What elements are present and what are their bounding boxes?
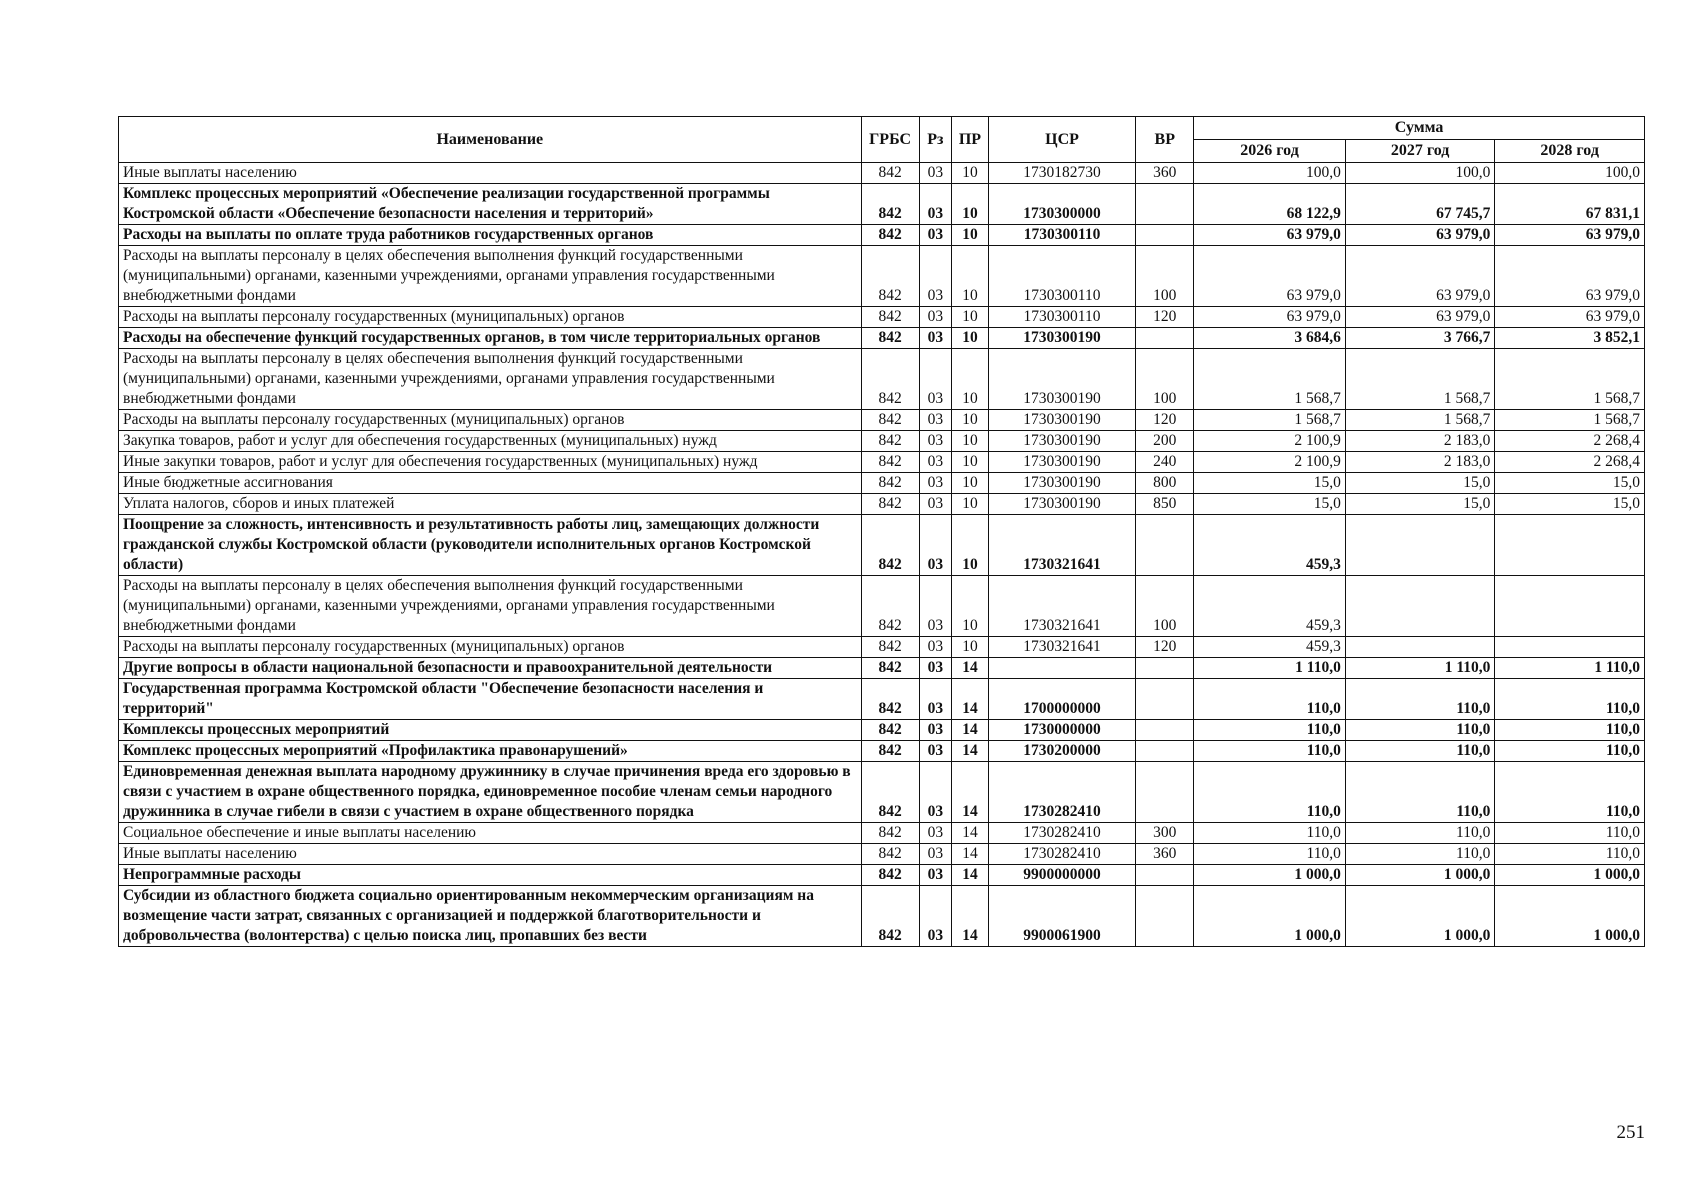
cell-grbs: 842: [861, 163, 919, 184]
cell-sum-2027: 63 979,0: [1345, 307, 1495, 328]
cell-pr: 14: [952, 823, 989, 844]
cell-csr: 1730300190: [988, 431, 1136, 452]
cell-grbs: 842: [861, 307, 919, 328]
cell-sum-2027: [1345, 637, 1495, 658]
cell-csr: 1730300190: [988, 473, 1136, 494]
cell-csr: 1730321641: [988, 637, 1136, 658]
table-row: [119, 349, 1645, 410]
cell-pr: 10: [952, 225, 989, 246]
cell-sum-2027: 67 745,7: [1345, 184, 1495, 225]
cell-sum-2026: 1 568,7: [1194, 410, 1346, 431]
cell-pr: 14: [952, 720, 989, 741]
cell-sum-2027: 110,0: [1345, 741, 1495, 762]
table-row: [119, 658, 1645, 679]
header-rz: Рз: [919, 117, 952, 163]
table-row: [119, 452, 1645, 473]
cell-sum-2028: 1 110,0: [1495, 658, 1645, 679]
cell-sum-2028: [1495, 576, 1645, 637]
cell-rz: 03: [919, 328, 952, 349]
cell-vr: [1136, 865, 1194, 886]
cell-sum-2026: 2 100,9: [1194, 431, 1346, 452]
cell-pr: 14: [952, 762, 989, 823]
cell-sum-2026: 3 684,6: [1194, 328, 1346, 349]
cell-sum-2028: 110,0: [1495, 720, 1645, 741]
cell-sum-2028: 110,0: [1495, 823, 1645, 844]
cell-grbs: 842: [861, 637, 919, 658]
table-row: [119, 720, 1645, 741]
cell-rz: 03: [919, 515, 952, 576]
cell-csr: 1730321641: [988, 576, 1136, 637]
cell-vr: 360: [1136, 163, 1194, 184]
cell-sum-2026: 63 979,0: [1194, 307, 1346, 328]
table-row: [119, 823, 1645, 844]
cell-pr: 14: [952, 741, 989, 762]
cell-sum-2026: 63 979,0: [1194, 225, 1346, 246]
cell-rz: 03: [919, 163, 952, 184]
cell-vr: 100: [1136, 349, 1194, 410]
header-name: Наименование: [119, 117, 862, 163]
table-row: [119, 328, 1645, 349]
cell-sum-2027: 1 110,0: [1345, 658, 1495, 679]
cell-sum-2026: 110,0: [1194, 741, 1346, 762]
cell-sum-2026: 110,0: [1194, 720, 1346, 741]
cell-name: Иные бюджетные ассигнования: [119, 473, 862, 494]
cell-csr: 9900000000: [988, 865, 1136, 886]
cell-csr: 1730300110: [988, 225, 1136, 246]
cell-grbs: 842: [861, 762, 919, 823]
cell-name: Уплата налогов, сборов и иных платежей: [119, 494, 862, 515]
cell-rz: 03: [919, 307, 952, 328]
cell-grbs: 842: [861, 741, 919, 762]
cell-vr: [1136, 658, 1194, 679]
cell-vr: [1136, 515, 1194, 576]
table-row: [119, 163, 1645, 184]
cell-sum-2027: 110,0: [1345, 720, 1495, 741]
cell-sum-2026: 459,3: [1194, 637, 1346, 658]
cell-name: Государственная программа Костромской области "Обеспечение безопасности населения и территорий": [119, 679, 862, 720]
cell-csr: 1700000000: [988, 679, 1136, 720]
table-row: [119, 494, 1645, 515]
cell-vr: [1136, 328, 1194, 349]
table-row: [119, 679, 1645, 720]
table-body: [119, 163, 1645, 947]
cell-pr: 14: [952, 865, 989, 886]
cell-rz: 03: [919, 349, 952, 410]
cell-sum-2027: 100,0: [1345, 163, 1495, 184]
table-row: [119, 886, 1645, 947]
cell-sum-2027: [1345, 515, 1495, 576]
cell-vr: [1136, 720, 1194, 741]
cell-vr: 200: [1136, 431, 1194, 452]
cell-rz: 03: [919, 576, 952, 637]
cell-sum-2028: [1495, 515, 1645, 576]
cell-rz: 03: [919, 886, 952, 947]
cell-name: Закупка товаров, работ и услуг для обеспечения государственных (муниципальных) нужд: [119, 431, 862, 452]
cell-name: Иные выплаты населению: [119, 844, 862, 865]
cell-sum-2028: 3 852,1: [1495, 328, 1645, 349]
cell-sum-2027: 110,0: [1345, 679, 1495, 720]
cell-sum-2026: 100,0: [1194, 163, 1346, 184]
cell-sum-2028: 110,0: [1495, 679, 1645, 720]
cell-csr: 1730282410: [988, 844, 1136, 865]
cell-pr: 10: [952, 452, 989, 473]
cell-grbs: 842: [861, 473, 919, 494]
cell-vr: [1136, 184, 1194, 225]
cell-name: Расходы на выплаты персоналу государственных (муниципальных) органов: [119, 410, 862, 431]
cell-vr: [1136, 225, 1194, 246]
cell-pr: 10: [952, 349, 989, 410]
cell-pr: 10: [952, 576, 989, 637]
cell-grbs: 842: [861, 865, 919, 886]
cell-sum-2026: 459,3: [1194, 515, 1346, 576]
cell-grbs: 842: [861, 410, 919, 431]
header-year-2026: 2026 год: [1194, 140, 1346, 163]
cell-grbs: 842: [861, 225, 919, 246]
table-row: [119, 865, 1645, 886]
cell-sum-2027: 1 000,0: [1345, 865, 1495, 886]
cell-pr: 10: [952, 473, 989, 494]
cell-name: Расходы на выплаты персоналу государственных (муниципальных) органов: [119, 637, 862, 658]
cell-csr: [988, 658, 1136, 679]
cell-rz: 03: [919, 823, 952, 844]
cell-name: Расходы на выплаты персоналу в целях обеспечения выполнения функций государственными (муниципальными) органами, казенными учреждениями, органами управления государственными внебюджетными фондами: [119, 576, 862, 637]
cell-name: Расходы на выплаты по оплате труда работников государственных органов: [119, 225, 862, 246]
cell-csr: 1730300190: [988, 328, 1136, 349]
cell-vr: [1136, 679, 1194, 720]
cell-csr: 1730321641: [988, 515, 1136, 576]
cell-grbs: 842: [861, 452, 919, 473]
cell-sum-2026: 110,0: [1194, 823, 1346, 844]
cell-pr: 10: [952, 637, 989, 658]
table-row: [119, 225, 1645, 246]
cell-sum-2026: 1 000,0: [1194, 886, 1346, 947]
table-row: [119, 473, 1645, 494]
cell-name: Субсидии из областного бюджета социально ориентированным некоммерческим организациям на возмещение части затрат, связанных с организацией и поддержкой благотворительности и добровольчества (волонтерства) с целью поиска лиц, пропавших без вести: [119, 886, 862, 947]
cell-name: Комплексы процессных мероприятий: [119, 720, 862, 741]
cell-name: Расходы на выплаты персоналу в целях обеспечения выполнения функций государственными (муниципальными) органами, казенными учреждениями, органами управления государственными внебюджетными фондами: [119, 246, 862, 307]
cell-sum-2028: 15,0: [1495, 494, 1645, 515]
cell-sum-2028: 63 979,0: [1495, 225, 1645, 246]
cell-rz: 03: [919, 637, 952, 658]
table-row: [119, 762, 1645, 823]
cell-csr: 1730300190: [988, 494, 1136, 515]
cell-sum-2028: 67 831,1: [1495, 184, 1645, 225]
cell-sum-2027: 2 183,0: [1345, 452, 1495, 473]
cell-name: Расходы на выплаты персоналу в целях обеспечения выполнения функций государственными (муниципальными) органами, казенными учреждениями, органами управления государственными внебюджетными фондами: [119, 349, 862, 410]
cell-sum-2027: 63 979,0: [1345, 225, 1495, 246]
cell-sum-2028: 15,0: [1495, 473, 1645, 494]
cell-name: Другие вопросы в области национальной безопасности и правоохранительной деятельности: [119, 658, 862, 679]
cell-vr: [1136, 741, 1194, 762]
cell-grbs: 842: [861, 349, 919, 410]
header-vr: ВР: [1136, 117, 1194, 163]
cell-sum-2027: 1 568,7: [1345, 410, 1495, 431]
cell-rz: 03: [919, 679, 952, 720]
cell-grbs: 842: [861, 844, 919, 865]
cell-pr: 10: [952, 328, 989, 349]
cell-pr: 14: [952, 886, 989, 947]
cell-name: Единовременная денежная выплата народному дружиннику в случае причинения вреда его здоровью в связи с участием в охране общественного порядка, единовременное пособие членам семьи народного дружинника в случае гибели в связи с участием в охране общественного порядка: [119, 762, 862, 823]
cell-sum-2026: 110,0: [1194, 762, 1346, 823]
cell-csr: 1730282410: [988, 823, 1136, 844]
cell-name: Непрограммные расходы: [119, 865, 862, 886]
cell-rz: 03: [919, 452, 952, 473]
cell-csr: 1730282410: [988, 762, 1136, 823]
cell-name: Иные закупки товаров, работ и услуг для обеспечения государственных (муниципальных) нужд: [119, 452, 862, 473]
cell-sum-2028: 63 979,0: [1495, 246, 1645, 307]
page-number: 251: [1616, 1122, 1645, 1143]
cell-csr: 1730300000: [988, 184, 1136, 225]
table-header: [119, 117, 1645, 163]
cell-vr: 300: [1136, 823, 1194, 844]
cell-rz: 03: [919, 741, 952, 762]
cell-vr: 120: [1136, 410, 1194, 431]
cell-sum-2026: 15,0: [1194, 473, 1346, 494]
table-row: [119, 741, 1645, 762]
cell-grbs: 842: [861, 431, 919, 452]
cell-pr: 10: [952, 494, 989, 515]
cell-sum-2027: 110,0: [1345, 823, 1495, 844]
cell-grbs: 842: [861, 246, 919, 307]
cell-sum-2027: 2 183,0: [1345, 431, 1495, 452]
cell-vr: 100: [1136, 246, 1194, 307]
cell-rz: 03: [919, 762, 952, 823]
cell-grbs: 842: [861, 328, 919, 349]
cell-vr: 850: [1136, 494, 1194, 515]
table-row: [119, 410, 1645, 431]
cell-csr: 1730300110: [988, 246, 1136, 307]
cell-sum-2027: 63 979,0: [1345, 246, 1495, 307]
cell-sum-2028: 2 268,4: [1495, 452, 1645, 473]
cell-sum-2028: 63 979,0: [1495, 307, 1645, 328]
table-row: [119, 637, 1645, 658]
cell-csr: 1730300190: [988, 410, 1136, 431]
cell-sum-2028: 1 568,7: [1495, 410, 1645, 431]
cell-name: Расходы на выплаты персоналу государственных (муниципальных) органов: [119, 307, 862, 328]
cell-name: Социальное обеспечение и иные выплаты населению: [119, 823, 862, 844]
cell-vr: 120: [1136, 307, 1194, 328]
cell-rz: 03: [919, 494, 952, 515]
cell-rz: 03: [919, 720, 952, 741]
cell-pr: 10: [952, 307, 989, 328]
cell-sum-2026: 63 979,0: [1194, 246, 1346, 307]
cell-pr: 10: [952, 163, 989, 184]
header-year-2028: 2028 год: [1495, 140, 1645, 163]
cell-csr: 9900061900: [988, 886, 1136, 947]
cell-sum-2027: 110,0: [1345, 762, 1495, 823]
cell-sum-2027: [1345, 576, 1495, 637]
cell-pr: 10: [952, 515, 989, 576]
cell-vr: [1136, 886, 1194, 947]
cell-sum-2028: 110,0: [1495, 741, 1645, 762]
cell-sum-2026: 110,0: [1194, 844, 1346, 865]
budget-table: [118, 116, 1645, 947]
cell-sum-2026: 15,0: [1194, 494, 1346, 515]
cell-grbs: 842: [861, 679, 919, 720]
cell-sum-2026: 68 122,9: [1194, 184, 1346, 225]
cell-sum-2028: 1 000,0: [1495, 886, 1645, 947]
cell-vr: 800: [1136, 473, 1194, 494]
cell-sum-2026: 2 100,9: [1194, 452, 1346, 473]
cell-vr: [1136, 762, 1194, 823]
cell-vr: 100: [1136, 576, 1194, 637]
cell-rz: 03: [919, 844, 952, 865]
header-pr: ПР: [952, 117, 989, 163]
cell-sum-2028: 2 268,4: [1495, 431, 1645, 452]
cell-name: Иные выплаты населению: [119, 163, 862, 184]
table-row: [119, 576, 1645, 637]
cell-grbs: 842: [861, 515, 919, 576]
cell-sum-2027: 1 000,0: [1345, 886, 1495, 947]
cell-grbs: 842: [861, 658, 919, 679]
cell-sum-2028: 110,0: [1495, 762, 1645, 823]
cell-sum-2026: 1 000,0: [1194, 865, 1346, 886]
cell-sum-2026: 459,3: [1194, 576, 1346, 637]
table-row: [119, 184, 1645, 225]
cell-rz: 03: [919, 184, 952, 225]
cell-sum-2027: 110,0: [1345, 844, 1495, 865]
cell-vr: 240: [1136, 452, 1194, 473]
cell-grbs: 842: [861, 886, 919, 947]
cell-vr: 360: [1136, 844, 1194, 865]
table-row: [119, 515, 1645, 576]
cell-sum-2028: 100,0: [1495, 163, 1645, 184]
cell-pr: 14: [952, 844, 989, 865]
cell-grbs: 842: [861, 823, 919, 844]
cell-name: Поощрение за сложность, интенсивность и результативность работы лиц, замещающих должности гражданской службы Костромской области (руководители исполнительных органов Костромской области): [119, 515, 862, 576]
table-row: [119, 844, 1645, 865]
cell-rz: 03: [919, 246, 952, 307]
cell-sum-2028: [1495, 637, 1645, 658]
header-sum: Сумма: [1194, 117, 1645, 140]
cell-csr: 1730182730: [988, 163, 1136, 184]
cell-sum-2028: 1 568,7: [1495, 349, 1645, 410]
header-year-2027: 2027 год: [1345, 140, 1495, 163]
cell-pr: 10: [952, 246, 989, 307]
cell-csr: 1730300190: [988, 349, 1136, 410]
cell-csr: 1730300190: [988, 452, 1136, 473]
cell-rz: 03: [919, 225, 952, 246]
cell-pr: 14: [952, 658, 989, 679]
cell-pr: 14: [952, 679, 989, 720]
cell-pr: 10: [952, 431, 989, 452]
cell-vr: 120: [1136, 637, 1194, 658]
cell-grbs: 842: [861, 720, 919, 741]
cell-rz: 03: [919, 410, 952, 431]
cell-rz: 03: [919, 473, 952, 494]
cell-csr: 1730000000: [988, 720, 1136, 741]
cell-csr: 1730300110: [988, 307, 1136, 328]
cell-name: Комплекс процессных мероприятий «Профилактика правонарушений»: [119, 741, 862, 762]
cell-sum-2026: 110,0: [1194, 679, 1346, 720]
cell-grbs: 842: [861, 184, 919, 225]
table-row: [119, 246, 1645, 307]
cell-rz: 03: [919, 431, 952, 452]
header-csr: ЦСР: [988, 117, 1136, 163]
header-grbs: ГРБС: [861, 117, 919, 163]
cell-rz: 03: [919, 865, 952, 886]
table-row: [119, 307, 1645, 328]
cell-sum-2028: 110,0: [1495, 844, 1645, 865]
cell-grbs: 842: [861, 494, 919, 515]
cell-sum-2027: 15,0: [1345, 494, 1495, 515]
cell-sum-2027: 3 766,7: [1345, 328, 1495, 349]
cell-name: Расходы на обеспечение функций государственных органов, в том числе территориальных органов: [119, 328, 862, 349]
cell-pr: 10: [952, 410, 989, 431]
cell-name: Комплекс процессных мероприятий «Обеспечение реализации государственной программы Костромской области «Обеспечение безопасности населения и территорий»: [119, 184, 862, 225]
table-row: [119, 431, 1645, 452]
cell-csr: 1730200000: [988, 741, 1136, 762]
cell-sum-2027: 15,0: [1345, 473, 1495, 494]
cell-sum-2026: 1 110,0: [1194, 658, 1346, 679]
cell-grbs: 842: [861, 576, 919, 637]
cell-pr: 10: [952, 184, 989, 225]
cell-rz: 03: [919, 658, 952, 679]
cell-sum-2028: 1 000,0: [1495, 865, 1645, 886]
cell-sum-2027: 1 568,7: [1345, 349, 1495, 410]
cell-sum-2026: 1 568,7: [1194, 349, 1346, 410]
